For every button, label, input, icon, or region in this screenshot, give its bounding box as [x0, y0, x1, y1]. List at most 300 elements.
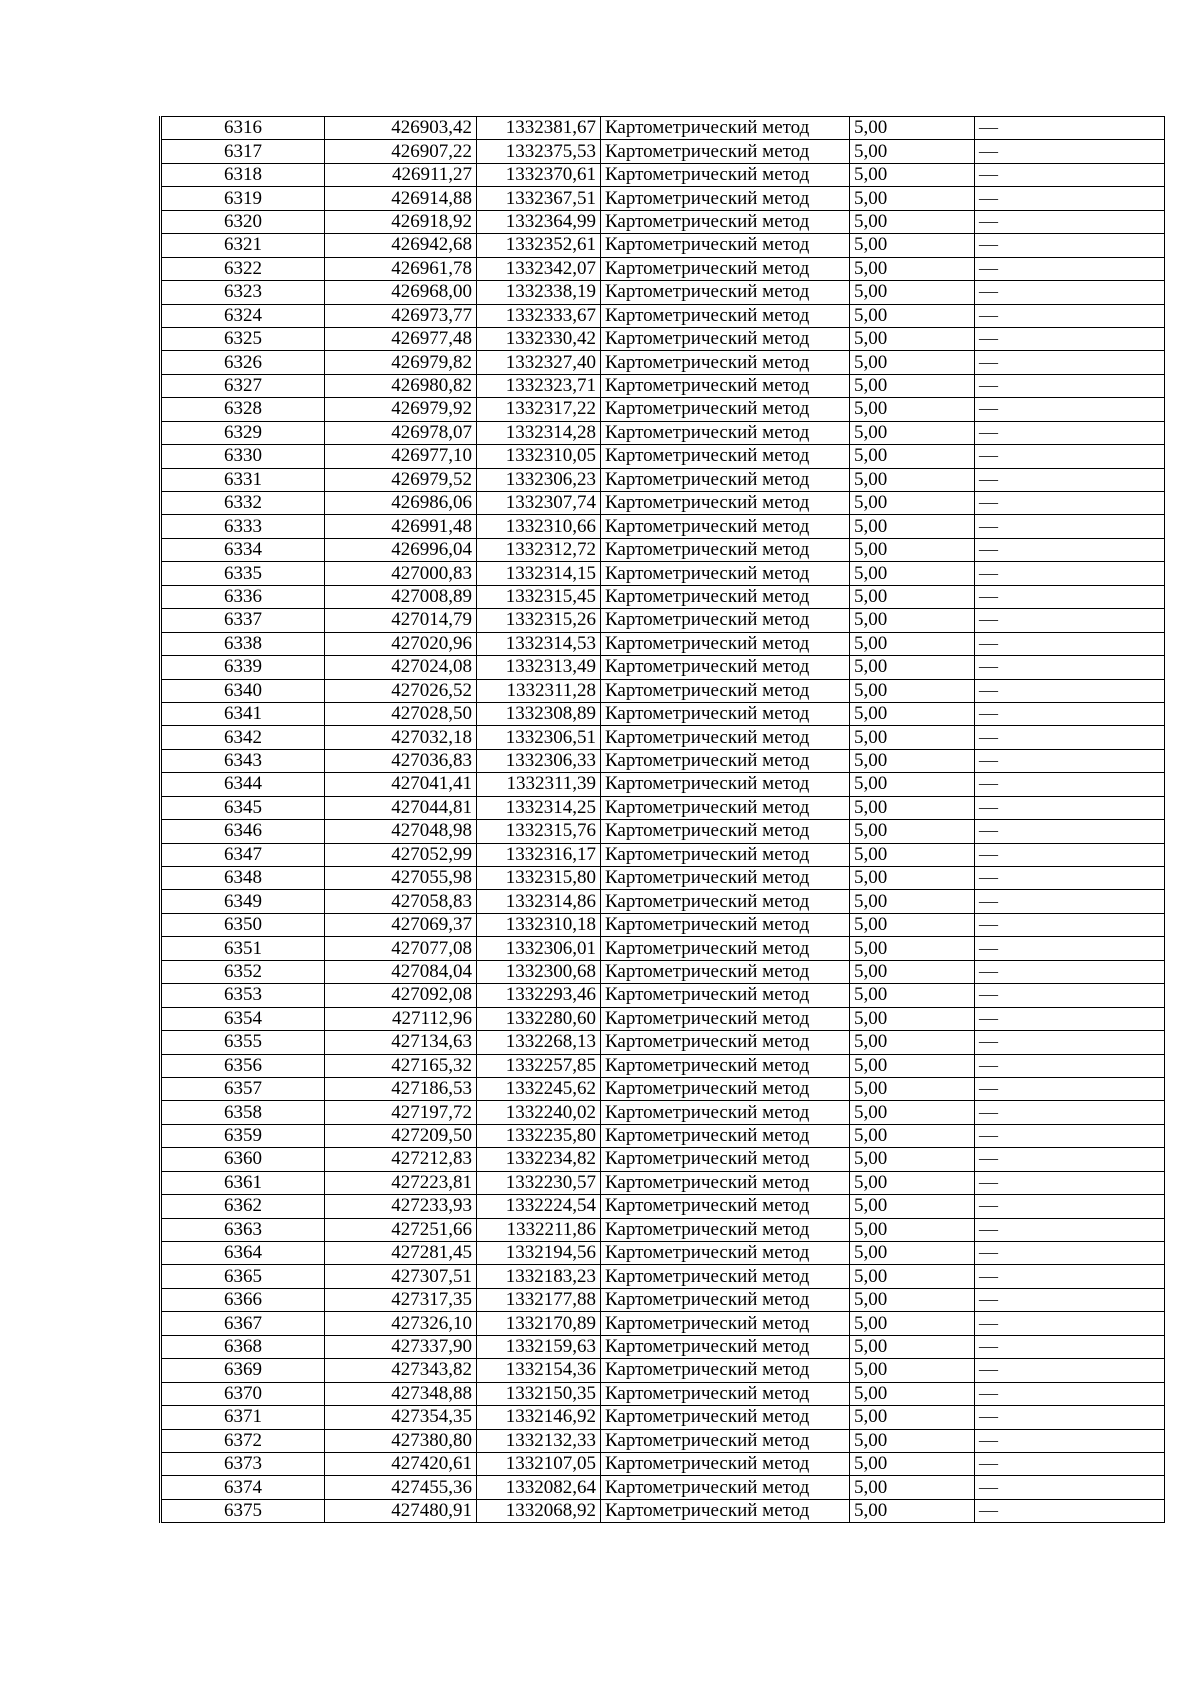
- method-cell: Картометрический метод: [601, 702, 850, 725]
- method-cell: Картометрический метод: [601, 960, 850, 983]
- accuracy-cell: 5,00: [850, 796, 975, 819]
- y-coordinate-cell: 1332306,01: [477, 937, 601, 960]
- x-coordinate-cell: 427212,83: [325, 1148, 477, 1171]
- method-cell: Картометрический метод: [601, 1124, 850, 1147]
- point-number-cell: 6351: [161, 937, 325, 960]
- x-coordinate-cell: 427020,96: [325, 632, 477, 655]
- table-row: [161, 1148, 1165, 1171]
- table-row: [161, 1265, 1165, 1288]
- y-coordinate-cell: 1332068,92: [477, 1499, 601, 1522]
- x-coordinate-cell: 426991,48: [325, 515, 477, 538]
- y-coordinate-cell: 1332159,63: [477, 1335, 601, 1358]
- point-number-cell: 6344: [161, 773, 325, 796]
- method-cell: Картометрический метод: [601, 538, 850, 561]
- remark-cell: —: [975, 468, 1165, 491]
- method-cell: Картометрический метод: [601, 1077, 850, 1100]
- y-coordinate-cell: 1332370,61: [477, 163, 601, 186]
- method-cell: Картометрический метод: [601, 1312, 850, 1335]
- table-row: [161, 1101, 1165, 1124]
- y-coordinate-cell: 1332313,49: [477, 656, 601, 679]
- table-row: [161, 1124, 1165, 1147]
- point-number-cell: 6347: [161, 843, 325, 866]
- point-number-cell: 6354: [161, 1007, 325, 1030]
- y-coordinate-cell: 1332211,86: [477, 1218, 601, 1241]
- point-number-cell: 6372: [161, 1429, 325, 1452]
- method-cell: Картометрический метод: [601, 749, 850, 772]
- remark-cell: —: [975, 1101, 1165, 1124]
- accuracy-cell: 5,00: [850, 609, 975, 632]
- remark-cell: —: [975, 1429, 1165, 1452]
- point-number-cell: 6359: [161, 1124, 325, 1147]
- table-row: [161, 562, 1165, 585]
- y-coordinate-cell: 1332311,39: [477, 773, 601, 796]
- y-coordinate-cell: 1332154,36: [477, 1359, 601, 1382]
- table-row: [161, 960, 1165, 983]
- accuracy-cell: 5,00: [850, 585, 975, 608]
- table-row: [161, 374, 1165, 397]
- method-cell: Картометрический метод: [601, 398, 850, 421]
- table-row: [161, 163, 1165, 186]
- x-coordinate-cell: 427036,83: [325, 749, 477, 772]
- accuracy-cell: 5,00: [850, 1171, 975, 1194]
- x-coordinate-cell: 427307,51: [325, 1265, 477, 1288]
- accuracy-cell: 5,00: [850, 702, 975, 725]
- accuracy-cell: 5,00: [850, 421, 975, 444]
- x-coordinate-cell: 426986,06: [325, 492, 477, 515]
- point-number-cell: 6331: [161, 468, 325, 491]
- x-coordinate-cell: 426979,52: [325, 468, 477, 491]
- table-row: [161, 257, 1165, 280]
- y-coordinate-cell: 1332338,19: [477, 281, 601, 304]
- remark-cell: —: [975, 702, 1165, 725]
- remark-cell: —: [975, 1148, 1165, 1171]
- x-coordinate-cell: 426973,77: [325, 304, 477, 327]
- x-coordinate-cell: 427077,08: [325, 937, 477, 960]
- remark-cell: —: [975, 609, 1165, 632]
- y-coordinate-cell: 1332315,26: [477, 609, 601, 632]
- y-coordinate-cell: 1332307,74: [477, 492, 601, 515]
- table-row: [161, 867, 1165, 890]
- y-coordinate-cell: 1332364,99: [477, 210, 601, 233]
- point-number-cell: 6350: [161, 913, 325, 936]
- table-row: [161, 398, 1165, 421]
- remark-cell: —: [975, 1476, 1165, 1499]
- point-number-cell: 6333: [161, 515, 325, 538]
- remark-cell: —: [975, 960, 1165, 983]
- y-coordinate-cell: 1332150,35: [477, 1382, 601, 1405]
- x-coordinate-cell: 427058,83: [325, 890, 477, 913]
- accuracy-cell: 5,00: [850, 937, 975, 960]
- y-coordinate-cell: 1332306,33: [477, 749, 601, 772]
- x-coordinate-cell: 426942,68: [325, 234, 477, 257]
- remark-cell: —: [975, 1077, 1165, 1100]
- point-number-cell: 6332: [161, 492, 325, 515]
- x-coordinate-cell: 427024,08: [325, 656, 477, 679]
- accuracy-cell: 5,00: [850, 1242, 975, 1265]
- method-cell: Картометрический метод: [601, 1031, 850, 1054]
- point-number-cell: 6335: [161, 562, 325, 585]
- method-cell: Картометрический метод: [601, 163, 850, 186]
- method-cell: Картометрический метод: [601, 1406, 850, 1429]
- x-coordinate-cell: 426907,22: [325, 140, 477, 163]
- remark-cell: —: [975, 421, 1165, 444]
- table-row: [161, 445, 1165, 468]
- method-cell: Картометрический метод: [601, 445, 850, 468]
- x-coordinate-cell: 427028,50: [325, 702, 477, 725]
- y-coordinate-cell: 1332306,51: [477, 726, 601, 749]
- accuracy-cell: 5,00: [850, 468, 975, 491]
- x-coordinate-cell: 426918,92: [325, 210, 477, 233]
- accuracy-cell: 5,00: [850, 1101, 975, 1124]
- method-cell: Картометрический метод: [601, 1171, 850, 1194]
- accuracy-cell: 5,00: [850, 327, 975, 350]
- accuracy-cell: 5,00: [850, 890, 975, 913]
- accuracy-cell: 5,00: [850, 1218, 975, 1241]
- x-coordinate-cell: 427354,35: [325, 1406, 477, 1429]
- method-cell: Картометрический метод: [601, 187, 850, 210]
- table-row: [161, 749, 1165, 772]
- x-coordinate-cell: 427317,35: [325, 1288, 477, 1311]
- y-coordinate-cell: 1332310,05: [477, 445, 601, 468]
- accuracy-cell: 5,00: [850, 1288, 975, 1311]
- y-coordinate-cell: 1332317,22: [477, 398, 601, 421]
- x-coordinate-cell: 427026,52: [325, 679, 477, 702]
- point-number-cell: 6341: [161, 702, 325, 725]
- method-cell: Картометрический метод: [601, 234, 850, 257]
- accuracy-cell: 5,00: [850, 843, 975, 866]
- method-cell: Картометрический метод: [601, 421, 850, 444]
- point-number-cell: 6356: [161, 1054, 325, 1077]
- remark-cell: —: [975, 937, 1165, 960]
- accuracy-cell: 5,00: [850, 281, 975, 304]
- accuracy-cell: 5,00: [850, 234, 975, 257]
- method-cell: Картометрический метод: [601, 515, 850, 538]
- table-row: [161, 538, 1165, 561]
- method-cell: Картометрический метод: [601, 1382, 850, 1405]
- table-row: [161, 515, 1165, 538]
- remark-cell: —: [975, 1007, 1165, 1030]
- table-row: [161, 234, 1165, 257]
- point-number-cell: 6345: [161, 796, 325, 819]
- point-number-cell: 6369: [161, 1359, 325, 1382]
- point-number-cell: 6348: [161, 867, 325, 890]
- accuracy-cell: 5,00: [850, 1312, 975, 1335]
- method-cell: Картометрический метод: [601, 1148, 850, 1171]
- remark-cell: —: [975, 843, 1165, 866]
- accuracy-cell: 5,00: [850, 445, 975, 468]
- table-row: [161, 1406, 1165, 1429]
- y-coordinate-cell: 1332333,67: [477, 304, 601, 327]
- remark-cell: —: [975, 327, 1165, 350]
- x-coordinate-cell: 426978,07: [325, 421, 477, 444]
- table-row: [161, 492, 1165, 515]
- y-coordinate-cell: 1332257,85: [477, 1054, 601, 1077]
- accuracy-cell: 5,00: [850, 632, 975, 655]
- table-row: [161, 1242, 1165, 1265]
- method-cell: Картометрический метод: [601, 1499, 850, 1522]
- point-number-cell: 6336: [161, 585, 325, 608]
- table-row: [161, 117, 1165, 140]
- y-coordinate-cell: 1332314,86: [477, 890, 601, 913]
- accuracy-cell: 5,00: [850, 1148, 975, 1171]
- remark-cell: —: [975, 562, 1165, 585]
- point-number-cell: 6370: [161, 1382, 325, 1405]
- accuracy-cell: 5,00: [850, 726, 975, 749]
- remark-cell: —: [975, 1054, 1165, 1077]
- method-cell: Картометрический метод: [601, 726, 850, 749]
- x-coordinate-cell: 426977,48: [325, 327, 477, 350]
- point-number-cell: 6317: [161, 140, 325, 163]
- accuracy-cell: 5,00: [850, 1429, 975, 1452]
- y-coordinate-cell: 1332268,13: [477, 1031, 601, 1054]
- y-coordinate-cell: 1332146,92: [477, 1406, 601, 1429]
- y-coordinate-cell: 1332315,45: [477, 585, 601, 608]
- x-coordinate-cell: 427223,81: [325, 1171, 477, 1194]
- table-row: [161, 913, 1165, 936]
- remark-cell: —: [975, 445, 1165, 468]
- x-coordinate-cell: 427197,72: [325, 1101, 477, 1124]
- remark-cell: —: [975, 1195, 1165, 1218]
- remark-cell: —: [975, 1031, 1165, 1054]
- x-coordinate-cell: 427326,10: [325, 1312, 477, 1335]
- point-number-cell: 6352: [161, 960, 325, 983]
- remark-cell: —: [975, 1335, 1165, 1358]
- y-coordinate-cell: 1332314,15: [477, 562, 601, 585]
- method-cell: Картометрический метод: [601, 609, 850, 632]
- accuracy-cell: 5,00: [850, 1499, 975, 1522]
- accuracy-cell: 5,00: [850, 1077, 975, 1100]
- x-coordinate-cell: 427069,37: [325, 913, 477, 936]
- accuracy-cell: 5,00: [850, 1382, 975, 1405]
- x-coordinate-cell: 426996,04: [325, 538, 477, 561]
- point-number-cell: 6327: [161, 374, 325, 397]
- table-row: [161, 1312, 1165, 1335]
- y-coordinate-cell: 1332310,18: [477, 913, 601, 936]
- accuracy-cell: 5,00: [850, 140, 975, 163]
- point-number-cell: 6330: [161, 445, 325, 468]
- remark-cell: —: [975, 492, 1165, 515]
- x-coordinate-cell: 427000,83: [325, 562, 477, 585]
- x-coordinate-cell: 427084,04: [325, 960, 477, 983]
- table-row: [161, 1382, 1165, 1405]
- remark-cell: —: [975, 1499, 1165, 1522]
- method-cell: Картометрический метод: [601, 913, 850, 936]
- y-coordinate-cell: 1332327,40: [477, 351, 601, 374]
- accuracy-cell: 5,00: [850, 1265, 975, 1288]
- y-coordinate-cell: 1332330,42: [477, 327, 601, 350]
- remark-cell: —: [975, 1288, 1165, 1311]
- method-cell: Картометрический метод: [601, 468, 850, 491]
- table-row: [161, 679, 1165, 702]
- point-number-cell: 6368: [161, 1335, 325, 1358]
- x-coordinate-cell: 427337,90: [325, 1335, 477, 1358]
- point-number-cell: 6374: [161, 1476, 325, 1499]
- y-coordinate-cell: 1332352,61: [477, 234, 601, 257]
- table-row: [161, 1359, 1165, 1382]
- remark-cell: —: [975, 304, 1165, 327]
- remark-cell: —: [975, 890, 1165, 913]
- table-row: [161, 304, 1165, 327]
- coordinates-table: [159, 116, 1165, 1523]
- method-cell: Картометрический метод: [601, 890, 850, 913]
- point-number-cell: 6357: [161, 1077, 325, 1100]
- y-coordinate-cell: 1332316,17: [477, 843, 601, 866]
- x-coordinate-cell: 426914,88: [325, 187, 477, 210]
- x-coordinate-cell: 426911,27: [325, 163, 477, 186]
- x-coordinate-cell: 427044,81: [325, 796, 477, 819]
- method-cell: Картометрический метод: [601, 117, 850, 140]
- y-coordinate-cell: 1332375,53: [477, 140, 601, 163]
- method-cell: Картометрический метод: [601, 867, 850, 890]
- accuracy-cell: 5,00: [850, 304, 975, 327]
- point-number-cell: 6362: [161, 1195, 325, 1218]
- table-row: [161, 609, 1165, 632]
- accuracy-cell: 5,00: [850, 960, 975, 983]
- table-row: [161, 656, 1165, 679]
- accuracy-cell: 5,00: [850, 492, 975, 515]
- remark-cell: —: [975, 773, 1165, 796]
- method-cell: Картометрический метод: [601, 773, 850, 796]
- accuracy-cell: 5,00: [850, 1031, 975, 1054]
- remark-cell: —: [975, 351, 1165, 374]
- accuracy-cell: 5,00: [850, 398, 975, 421]
- point-number-cell: 6316: [161, 117, 325, 140]
- y-coordinate-cell: 1332308,89: [477, 702, 601, 725]
- table-row: [161, 1007, 1165, 1030]
- remark-cell: —: [975, 515, 1165, 538]
- accuracy-cell: 5,00: [850, 1476, 975, 1499]
- y-coordinate-cell: 1332381,67: [477, 117, 601, 140]
- x-coordinate-cell: 427233,93: [325, 1195, 477, 1218]
- y-coordinate-cell: 1332280,60: [477, 1007, 601, 1030]
- table-row: [161, 281, 1165, 304]
- accuracy-cell: 5,00: [850, 562, 975, 585]
- x-coordinate-cell: 427055,98: [325, 867, 477, 890]
- method-cell: Картометрический метод: [601, 820, 850, 843]
- accuracy-cell: 5,00: [850, 1054, 975, 1077]
- point-number-cell: 6353: [161, 984, 325, 1007]
- point-number-cell: 6326: [161, 351, 325, 374]
- point-number-cell: 6340: [161, 679, 325, 702]
- remark-cell: —: [975, 913, 1165, 936]
- remark-cell: —: [975, 1265, 1165, 1288]
- remark-cell: —: [975, 1312, 1165, 1335]
- accuracy-cell: 5,00: [850, 374, 975, 397]
- accuracy-cell: 5,00: [850, 773, 975, 796]
- y-coordinate-cell: 1332224,54: [477, 1195, 601, 1218]
- point-number-cell: 6375: [161, 1499, 325, 1522]
- table-row: [161, 1335, 1165, 1358]
- remark-cell: —: [975, 163, 1165, 186]
- accuracy-cell: 5,00: [850, 187, 975, 210]
- accuracy-cell: 5,00: [850, 1406, 975, 1429]
- accuracy-cell: 5,00: [850, 163, 975, 186]
- x-coordinate-cell: 426968,00: [325, 281, 477, 304]
- table-row: [161, 1195, 1165, 1218]
- y-coordinate-cell: 1332177,88: [477, 1288, 601, 1311]
- method-cell: Картометрический метод: [601, 1429, 850, 1452]
- method-cell: Картометрический метод: [601, 1242, 850, 1265]
- method-cell: Картометрический метод: [601, 1054, 850, 1077]
- x-coordinate-cell: 427092,08: [325, 984, 477, 1007]
- y-coordinate-cell: 1332315,76: [477, 820, 601, 843]
- point-number-cell: 6361: [161, 1171, 325, 1194]
- accuracy-cell: 5,00: [850, 984, 975, 1007]
- x-coordinate-cell: 426979,82: [325, 351, 477, 374]
- x-coordinate-cell: 427041,41: [325, 773, 477, 796]
- table-row: [161, 1476, 1165, 1499]
- table-row: [161, 187, 1165, 210]
- method-cell: Картометрический метод: [601, 1007, 850, 1030]
- table-row: [161, 1429, 1165, 1452]
- method-cell: Картометрический метод: [601, 632, 850, 655]
- method-cell: Картометрический метод: [601, 984, 850, 1007]
- remark-cell: —: [975, 749, 1165, 772]
- method-cell: Картометрический метод: [601, 304, 850, 327]
- accuracy-cell: 5,00: [850, 679, 975, 702]
- table-row: [161, 585, 1165, 608]
- point-number-cell: 6367: [161, 1312, 325, 1335]
- point-number-cell: 6321: [161, 234, 325, 257]
- method-cell: Картометрический метод: [601, 492, 850, 515]
- accuracy-cell: 5,00: [850, 1007, 975, 1030]
- y-coordinate-cell: 1332367,51: [477, 187, 601, 210]
- method-cell: Картометрический метод: [601, 656, 850, 679]
- x-coordinate-cell: 427186,53: [325, 1077, 477, 1100]
- table-row: [161, 702, 1165, 725]
- table-row: [161, 773, 1165, 796]
- table-row: [161, 1288, 1165, 1311]
- y-coordinate-cell: 1332311,28: [477, 679, 601, 702]
- method-cell: Картометрический метод: [601, 937, 850, 960]
- x-coordinate-cell: 427251,66: [325, 1218, 477, 1241]
- point-number-cell: 6322: [161, 257, 325, 280]
- method-cell: Картометрический метод: [601, 374, 850, 397]
- remark-cell: —: [975, 632, 1165, 655]
- remark-cell: —: [975, 117, 1165, 140]
- y-coordinate-cell: 1332230,57: [477, 1171, 601, 1194]
- x-coordinate-cell: 426980,82: [325, 374, 477, 397]
- x-coordinate-cell: 427420,61: [325, 1452, 477, 1475]
- accuracy-cell: 5,00: [850, 1124, 975, 1147]
- point-number-cell: 6364: [161, 1242, 325, 1265]
- point-number-cell: 6337: [161, 609, 325, 632]
- table-row: [161, 726, 1165, 749]
- method-cell: Картометрический метод: [601, 1359, 850, 1382]
- remark-cell: —: [975, 656, 1165, 679]
- point-number-cell: 6363: [161, 1218, 325, 1241]
- x-coordinate-cell: 426903,42: [325, 117, 477, 140]
- point-number-cell: 6373: [161, 1452, 325, 1475]
- y-coordinate-cell: 1332107,05: [477, 1452, 601, 1475]
- method-cell: Картометрический метод: [601, 1265, 850, 1288]
- table-row: [161, 820, 1165, 843]
- accuracy-cell: 5,00: [850, 538, 975, 561]
- remark-cell: —: [975, 538, 1165, 561]
- method-cell: Картометрический метод: [601, 1195, 850, 1218]
- x-coordinate-cell: 426961,78: [325, 257, 477, 280]
- accuracy-cell: 5,00: [850, 515, 975, 538]
- x-coordinate-cell: 427281,45: [325, 1242, 477, 1265]
- method-cell: Картометрический метод: [601, 351, 850, 374]
- point-number-cell: 6329: [161, 421, 325, 444]
- x-coordinate-cell: 427348,88: [325, 1382, 477, 1405]
- x-coordinate-cell: 426977,10: [325, 445, 477, 468]
- x-coordinate-cell: 427134,63: [325, 1031, 477, 1054]
- remark-cell: —: [975, 1406, 1165, 1429]
- accuracy-cell: 5,00: [850, 1335, 975, 1358]
- remark-cell: —: [975, 281, 1165, 304]
